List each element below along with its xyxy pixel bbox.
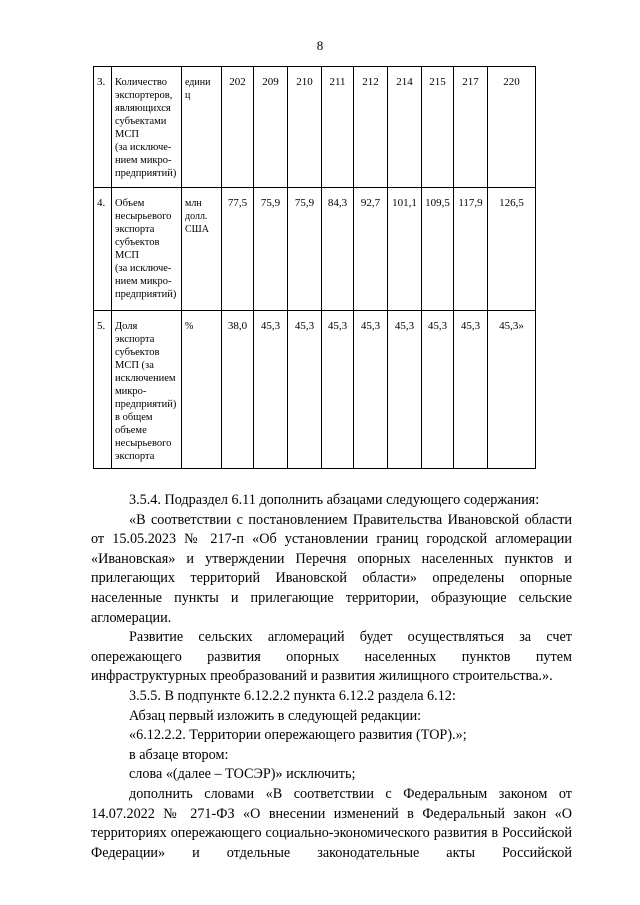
value-cell: 45,3 <box>254 311 288 469</box>
indicator-name-line: экспортеров, <box>115 90 173 101</box>
indicator-name-line: нием микро- <box>115 155 172 166</box>
paragraph-3-5-4: 3.5.4. Подраздел 6.11 дополнить абзацами следующего содержания: <box>129 492 540 508</box>
value-cell: 109,5 <box>422 188 454 311</box>
value-cell: 210 <box>288 67 322 188</box>
indicator-name <box>112 311 182 469</box>
row-number: 3. <box>94 67 112 188</box>
value-cell: 75,9 <box>288 188 322 311</box>
indicator-name-line: Количество <box>115 77 168 88</box>
indicator-name-line: МСП (за <box>115 360 154 371</box>
indicator-name-line: Объем <box>115 198 145 209</box>
unit-line: США <box>185 224 209 235</box>
page-number: 8 <box>316 38 324 53</box>
unit-of-measure <box>182 311 222 469</box>
indicator-name-line: субъектами <box>115 116 167 127</box>
paragraph-agglomeration-decree: «В соответствии с постановлением Правительства Ивановской области от 15.05.2023 № 217-п «Об установлении границ городской агломерации «Ивановская» и утверждении Перечня опорных населенных пунктов и прилегающих территорий Ивановской области» определены опорные населенные пункты и прилегающие территории, образующие сельские агломерации. <box>91 511 572 626</box>
indicator-name-line: (за исключе- <box>115 142 172 153</box>
value-cell: 45,3» <box>488 311 536 469</box>
value-cell: 212 <box>354 67 388 188</box>
indicator-name-line: (за исключе- <box>115 263 172 274</box>
value-cell: 75,9 <box>254 188 288 311</box>
indicator-name-line: объеме <box>115 425 147 436</box>
indicator-name <box>112 67 182 188</box>
indicator-name-line: исключением <box>115 373 176 384</box>
value-cell: 209 <box>254 67 288 188</box>
value-cell: 45,3 <box>354 311 388 469</box>
body-text <box>91 491 572 863</box>
value-cell: 217 <box>454 67 488 188</box>
indicator-name <box>112 188 182 311</box>
value-cell: 220 <box>488 67 536 188</box>
table-row <box>94 311 536 469</box>
value-cell: 84,3 <box>322 188 354 311</box>
unit-line: долл. <box>185 211 208 222</box>
value-cell: 101,1 <box>388 188 422 311</box>
table-row <box>94 67 536 188</box>
row-number: 4. <box>94 188 112 311</box>
paragraph-exclude-words: слова «(далее – ТОСЭР)» исключить; <box>129 766 356 783</box>
indicators-table <box>93 66 536 469</box>
indicator-name-line: микро- <box>115 386 147 397</box>
unit-of-measure <box>182 67 222 188</box>
value-cell: 202 <box>222 67 254 188</box>
value-cell: 211 <box>322 67 354 188</box>
unit-line: ц <box>185 90 191 101</box>
value-cell: 45,3 <box>454 311 488 469</box>
value-cell: 126,5 <box>488 188 536 311</box>
indicator-name-line: экспорта <box>115 224 155 235</box>
indicator-name-line: предприятий) <box>115 168 177 179</box>
row-number: 5. <box>94 311 112 469</box>
value-cell: 45,3 <box>322 311 354 469</box>
indicator-name-line: МСП <box>115 129 139 140</box>
value-cell: 45,3 <box>388 311 422 469</box>
paragraph-second-abzac: в абзаце втором: <box>129 746 229 763</box>
indicator-name-line: в общем <box>115 412 153 423</box>
value-cell: 77,5 <box>222 188 254 311</box>
value-cell: 45,3 <box>288 311 322 469</box>
value-cell: 38,0 <box>222 311 254 469</box>
value-cell: 117,9 <box>454 188 488 311</box>
indicator-name-line: Доля <box>115 321 138 332</box>
paragraph-rural-development: Развитие сельских агломераций будет осуществляться за счет опережающего развития опорных населенных пунктов путем инфраструктурных преобразований и развития жилищного строительства.». <box>91 629 572 685</box>
indicator-name-line: субъектов <box>115 347 160 358</box>
paragraph-first-abzac: Абзац первый изложить в следующей редакции: <box>129 707 422 724</box>
table-body <box>94 67 536 469</box>
indicator-name-line: несырьевого <box>115 438 172 449</box>
paragraph-add-words: дополнить словами «В соответствии с Федеральным законом от 14.07.2022 № 271-ФЗ «О внесении изменений в Федеральный закон «О территориях опережающего социально-экономического развития в Российской Федерации» и отдельные законодательные акты Российской <box>91 785 572 861</box>
indicator-name-line: МСП <box>115 250 139 261</box>
indicator-name-line: экспорта <box>115 334 155 345</box>
value-cell: 215 <box>422 67 454 188</box>
unit-of-measure <box>182 188 222 311</box>
unit-line: едини <box>185 77 211 88</box>
indicator-name-line: являющихся <box>115 103 171 114</box>
indicator-name-line: предприятий) <box>115 289 177 300</box>
indicator-name-line: субъектов <box>115 237 160 248</box>
unit-line: млн <box>185 198 202 209</box>
value-cell: 45,3 <box>422 311 454 469</box>
indicator-name-line: несырьевого <box>115 211 172 222</box>
paragraph-3-5-5: 3.5.5. В подпункте 6.12.2.2 пункта 6.12.2 раздела 6.12: <box>129 687 456 704</box>
indicator-name-line: предприятий) <box>115 399 177 410</box>
indicator-name-line: экспорта <box>115 451 155 462</box>
unit-line: % <box>185 321 194 332</box>
value-cell: 214 <box>388 67 422 188</box>
table-row <box>94 188 536 311</box>
indicator-name-line: нием микро- <box>115 276 172 287</box>
value-cell: 92,7 <box>354 188 388 311</box>
paragraph-tor-title: «6.12.2.2. Территории опережающего развития (ТОР).»; <box>129 727 467 744</box>
